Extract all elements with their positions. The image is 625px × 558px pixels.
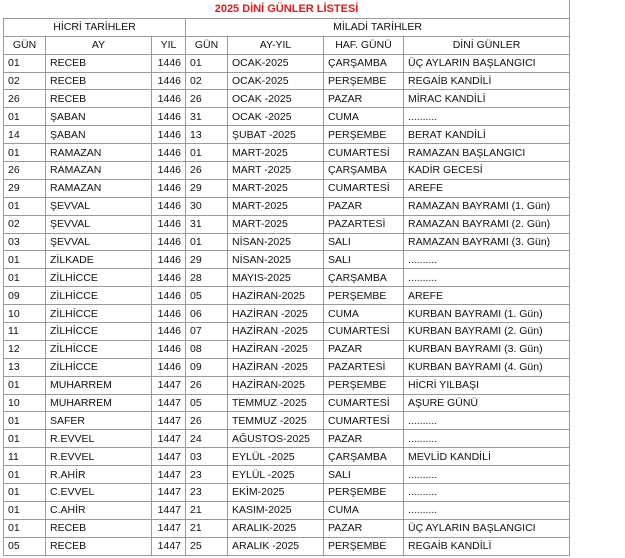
religious-day-cell: RAMAZAN BAYRAMI (3. Gün) bbox=[404, 233, 570, 251]
hijri-month-cell: ZİLHİCCE bbox=[46, 358, 152, 376]
hijri-day-cell: 01 bbox=[4, 376, 46, 394]
hijri-day-cell: 01 bbox=[4, 412, 46, 430]
weekday-cell: ÇARŞAMBA bbox=[324, 269, 404, 287]
gregorian-day-cell: 23 bbox=[186, 466, 228, 484]
religious-day-cell: REGAİB KANDİLİ bbox=[404, 72, 570, 90]
gregorian-day-cell: 23 bbox=[186, 484, 228, 502]
table-row bbox=[4, 358, 570, 376]
hijri-year-cell: 1446 bbox=[152, 144, 186, 162]
hijri-day-cell: 02 bbox=[4, 215, 46, 233]
religious-day-cell: .......... bbox=[404, 412, 570, 430]
religious-day-cell: BERAT KANDİLİ bbox=[404, 126, 570, 144]
hijri-year-cell: 1446 bbox=[152, 340, 186, 358]
gregorian-month-year-cell: HAZİRAN -2025 bbox=[228, 305, 324, 323]
hijri-day-cell: 01 bbox=[4, 430, 46, 448]
table-row bbox=[4, 376, 570, 394]
weekday-cell: ÇARŞAMBA bbox=[324, 162, 404, 180]
table-row bbox=[4, 72, 570, 90]
hijri-day-cell: 29 bbox=[4, 179, 46, 197]
hijri-year-cell: 1446 bbox=[152, 179, 186, 197]
religious-day-cell: ÜÇ AYLARIN BAŞLANGICI bbox=[404, 54, 570, 72]
weekday-cell: ÇARŞAMBA bbox=[324, 448, 404, 466]
hijri-month-cell: RECEB bbox=[46, 519, 152, 537]
hijri-month-cell: ZİLHİCCE bbox=[46, 305, 152, 323]
gregorian-month-year-cell: KASIM-2025 bbox=[228, 501, 324, 519]
gregorian-month-year-cell: HAZİRAN-2025 bbox=[228, 287, 324, 305]
hijri-year-cell: 1446 bbox=[152, 215, 186, 233]
hijri-group-header: HİCRİ TARİHLER bbox=[4, 18, 186, 36]
religious-day-cell: KURBAN BAYRAMI (3. Gün) bbox=[404, 340, 570, 358]
hijri-day-cell: 01 bbox=[4, 54, 46, 72]
hijri-year-cell: 1446 bbox=[152, 54, 186, 72]
hijri-month-cell: R.EVVEL bbox=[46, 430, 152, 448]
gregorian-month-year-cell: EYLÜL -2025 bbox=[228, 466, 324, 484]
religious-day-cell: AŞURE GÜNÜ bbox=[404, 394, 570, 412]
gregorian-month-year-cell: TEMMUZ -2025 bbox=[228, 412, 324, 430]
table-row bbox=[4, 162, 570, 180]
hijri-year-cell: 1446 bbox=[152, 162, 186, 180]
table-row bbox=[4, 269, 570, 287]
hijri-year-cell: 1447 bbox=[152, 448, 186, 466]
religious-day-cell: KURBAN BAYRAMI (1. Gün) bbox=[404, 305, 570, 323]
religious-day-cell: .......... bbox=[404, 466, 570, 484]
gregorian-month-year-cell: OCAK-2025 bbox=[228, 54, 324, 72]
table-row bbox=[4, 90, 570, 108]
hijri-month-cell: RAMAZAN bbox=[46, 162, 152, 180]
gregorian-day-cell: 31 bbox=[186, 108, 228, 126]
hijri-day-cell: 01 bbox=[4, 466, 46, 484]
gregorian-month-year-cell: TEMMUZ -2025 bbox=[228, 394, 324, 412]
gregorian-day-cell: 13 bbox=[186, 126, 228, 144]
weekday-cell: PAZARTESİ bbox=[324, 358, 404, 376]
hijri-month-cell: R.AHİR bbox=[46, 466, 152, 484]
weekday-cell: CUMARTESİ bbox=[324, 394, 404, 412]
religious-days-table bbox=[3, 0, 570, 556]
col-hijri-month: AY bbox=[46, 36, 152, 54]
gregorian-day-cell: 05 bbox=[186, 394, 228, 412]
col-religious-day: DİNİ GÜNLER bbox=[404, 36, 570, 54]
hijri-year-cell: 1446 bbox=[152, 323, 186, 341]
table-body bbox=[4, 54, 570, 555]
hijri-month-cell: ŞEVVAL bbox=[46, 233, 152, 251]
hijri-month-cell: RAMAZAN bbox=[46, 179, 152, 197]
hijri-year-cell: 1446 bbox=[152, 108, 186, 126]
col-gregorian-day: GÜN bbox=[186, 36, 228, 54]
gregorian-day-cell: 25 bbox=[186, 537, 228, 555]
hijri-day-cell: 02 bbox=[4, 72, 46, 90]
gregorian-month-year-cell: ARALIK -2025 bbox=[228, 537, 324, 555]
gregorian-day-cell: 28 bbox=[186, 269, 228, 287]
gregorian-day-cell: 01 bbox=[186, 233, 228, 251]
hijri-day-cell: 10 bbox=[4, 394, 46, 412]
hijri-month-cell: C.EVVEL bbox=[46, 484, 152, 502]
hijri-month-cell: C.AHİR bbox=[46, 501, 152, 519]
weekday-cell: PERŞEMBE bbox=[324, 126, 404, 144]
table-row bbox=[4, 287, 570, 305]
table-row bbox=[4, 126, 570, 144]
hijri-month-cell: ŞEVVAL bbox=[46, 197, 152, 215]
gregorian-day-cell: 02 bbox=[186, 72, 228, 90]
religious-day-cell: ÜÇ AYLARIN BAŞLANGICI bbox=[404, 519, 570, 537]
hijri-day-cell: 01 bbox=[4, 269, 46, 287]
gregorian-day-cell: 06 bbox=[186, 305, 228, 323]
hijri-month-cell: RECEB bbox=[46, 54, 152, 72]
table-row bbox=[4, 537, 570, 555]
hijri-day-cell: 01 bbox=[4, 519, 46, 537]
weekday-cell: CUMA bbox=[324, 305, 404, 323]
hijri-year-cell: 1447 bbox=[152, 394, 186, 412]
gregorian-day-cell: 05 bbox=[186, 287, 228, 305]
table-row bbox=[4, 144, 570, 162]
col-hijri-year: YIL bbox=[152, 36, 186, 54]
table-row bbox=[4, 501, 570, 519]
hijri-year-cell: 1446 bbox=[152, 305, 186, 323]
gregorian-day-cell: 21 bbox=[186, 501, 228, 519]
hijri-day-cell: 11 bbox=[4, 323, 46, 341]
weekday-cell: CUMA bbox=[324, 108, 404, 126]
gregorian-day-cell: 26 bbox=[186, 412, 228, 430]
gregorian-month-year-cell: MART-2025 bbox=[228, 179, 324, 197]
table-row bbox=[4, 484, 570, 502]
hijri-year-cell: 1447 bbox=[152, 430, 186, 448]
hijri-month-cell: ZİLHİCCE bbox=[46, 323, 152, 341]
weekday-cell: SALI bbox=[324, 233, 404, 251]
table-row bbox=[4, 251, 570, 269]
religious-day-cell: .......... bbox=[404, 484, 570, 502]
gregorian-day-cell: 31 bbox=[186, 215, 228, 233]
religious-day-cell: KURBAN BAYRAMI (4. Gün) bbox=[404, 358, 570, 376]
hijri-year-cell: 1446 bbox=[152, 126, 186, 144]
table-row bbox=[4, 233, 570, 251]
gregorian-month-year-cell: OCAK -2025 bbox=[228, 90, 324, 108]
hijri-year-cell: 1446 bbox=[152, 287, 186, 305]
hijri-day-cell: 01 bbox=[4, 484, 46, 502]
religious-day-cell: REGAİB KANDİLİ bbox=[404, 537, 570, 555]
hijri-year-cell: 1447 bbox=[152, 376, 186, 394]
hijri-day-cell: 26 bbox=[4, 90, 46, 108]
religious-day-cell: .......... bbox=[404, 108, 570, 126]
gregorian-month-year-cell: OCAK -2025 bbox=[228, 108, 324, 126]
hijri-year-cell: 1447 bbox=[152, 466, 186, 484]
weekday-cell: PAZAR bbox=[324, 197, 404, 215]
weekday-cell: CUMA bbox=[324, 501, 404, 519]
table-row bbox=[4, 466, 570, 484]
hijri-month-cell: RECEB bbox=[46, 90, 152, 108]
hijri-day-cell: 03 bbox=[4, 233, 46, 251]
gregorian-group-header: MİLADİ TARİHLER bbox=[186, 18, 570, 36]
hijri-year-cell: 1447 bbox=[152, 484, 186, 502]
gregorian-day-cell: 26 bbox=[186, 162, 228, 180]
weekday-cell: PERŞEMBE bbox=[324, 72, 404, 90]
table-row bbox=[4, 448, 570, 466]
table-row bbox=[4, 412, 570, 430]
weekday-cell: CUMARTESİ bbox=[324, 412, 404, 430]
hijri-month-cell: ZİLHİCCE bbox=[46, 287, 152, 305]
table-row bbox=[4, 430, 570, 448]
gregorian-day-cell: 07 bbox=[186, 323, 228, 341]
gregorian-day-cell: 26 bbox=[186, 90, 228, 108]
hijri-year-cell: 1446 bbox=[152, 233, 186, 251]
hijri-day-cell: 11 bbox=[4, 448, 46, 466]
hijri-year-cell: 1447 bbox=[152, 501, 186, 519]
gregorian-month-year-cell: OCAK-2025 bbox=[228, 72, 324, 90]
table-row bbox=[4, 305, 570, 323]
religious-day-cell: .......... bbox=[404, 251, 570, 269]
gregorian-day-cell: 29 bbox=[186, 179, 228, 197]
gregorian-day-cell: 08 bbox=[186, 340, 228, 358]
hijri-day-cell: 14 bbox=[4, 126, 46, 144]
religious-day-cell: MEVLİD KANDİLİ bbox=[404, 448, 570, 466]
religious-day-cell: AREFE bbox=[404, 287, 570, 305]
religious-day-cell: RAMAZAN BAYRAMI (1. Gün) bbox=[404, 197, 570, 215]
hijri-day-cell: 01 bbox=[4, 108, 46, 126]
religious-day-cell: KADİR GECESİ bbox=[404, 162, 570, 180]
religious-day-cell: RAMAZAN BAYRAMI (2. Gün) bbox=[404, 215, 570, 233]
gregorian-day-cell: 21 bbox=[186, 519, 228, 537]
table-row bbox=[4, 108, 570, 126]
gregorian-month-year-cell: HAZİRAN -2025 bbox=[228, 358, 324, 376]
table-row bbox=[4, 519, 570, 537]
hijri-day-cell: 01 bbox=[4, 251, 46, 269]
hijri-month-cell: SAFER bbox=[46, 412, 152, 430]
hijri-day-cell: 12 bbox=[4, 340, 46, 358]
gregorian-month-year-cell: MART-2025 bbox=[228, 215, 324, 233]
hijri-month-cell: MUHARREM bbox=[46, 394, 152, 412]
hijri-year-cell: 1446 bbox=[152, 90, 186, 108]
hijri-day-cell: 01 bbox=[4, 144, 46, 162]
hijri-day-cell: 09 bbox=[4, 287, 46, 305]
hijri-year-cell: 1446 bbox=[152, 358, 186, 376]
religious-day-cell: AREFE bbox=[404, 179, 570, 197]
gregorian-day-cell: 29 bbox=[186, 251, 228, 269]
hijri-month-cell: ZİLHİCCE bbox=[46, 340, 152, 358]
weekday-cell: PERŞEMBE bbox=[324, 484, 404, 502]
religious-day-cell: KURBAN BAYRAMI (2. Gün) bbox=[404, 323, 570, 341]
weekday-cell: PERŞEMBE bbox=[324, 537, 404, 555]
gregorian-month-year-cell: EYLÜL -2025 bbox=[228, 448, 324, 466]
religious-day-cell: HİCRİ YILBAŞI bbox=[404, 376, 570, 394]
table-row bbox=[4, 340, 570, 358]
hijri-year-cell: 1447 bbox=[152, 412, 186, 430]
gregorian-day-cell: 01 bbox=[186, 54, 228, 72]
hijri-day-cell: 13 bbox=[4, 358, 46, 376]
religious-day-cell: .......... bbox=[404, 269, 570, 287]
hijri-month-cell: MUHARREM bbox=[46, 376, 152, 394]
gregorian-month-year-cell: AĞUSTOS-2025 bbox=[228, 430, 324, 448]
religious-day-cell: RAMAZAN BAŞLANGICI bbox=[404, 144, 570, 162]
table-row bbox=[4, 179, 570, 197]
hijri-day-cell: 10 bbox=[4, 305, 46, 323]
table-row bbox=[4, 54, 570, 72]
hijri-year-cell: 1446 bbox=[152, 197, 186, 215]
weekday-cell: CUMARTESİ bbox=[324, 144, 404, 162]
gregorian-month-year-cell: MART-2025 bbox=[228, 144, 324, 162]
hijri-month-cell: RECEB bbox=[46, 537, 152, 555]
gregorian-month-year-cell: HAZİRAN-2025 bbox=[228, 376, 324, 394]
gregorian-month-year-cell: ARALIK-2025 bbox=[228, 519, 324, 537]
page-title: 2025 DİNİ GÜNLER LİSTESİ bbox=[4, 1, 570, 19]
hijri-day-cell: 01 bbox=[4, 501, 46, 519]
col-gregorian-month-year: AY-YIL bbox=[228, 36, 324, 54]
weekday-cell: ÇARŞAMBA bbox=[324, 54, 404, 72]
gregorian-month-year-cell: HAZİRAN -2025 bbox=[228, 340, 324, 358]
hijri-year-cell: 1446 bbox=[152, 269, 186, 287]
col-hijri-day: GÜN bbox=[4, 36, 46, 54]
col-weekday: HAF. GÜNÜ bbox=[324, 36, 404, 54]
gregorian-month-year-cell: ŞUBAT -2025 bbox=[228, 126, 324, 144]
gregorian-month-year-cell: MAYIS-2025 bbox=[228, 269, 324, 287]
weekday-cell: CUMARTESİ bbox=[324, 179, 404, 197]
hijri-month-cell: ZİLKADE bbox=[46, 251, 152, 269]
weekday-cell: PAZARTESİ bbox=[324, 215, 404, 233]
gregorian-month-year-cell: NİSAN-2025 bbox=[228, 233, 324, 251]
gregorian-month-year-cell: HAZİRAN -2025 bbox=[228, 323, 324, 341]
gregorian-day-cell: 30 bbox=[186, 197, 228, 215]
weekday-cell: PAZAR bbox=[324, 430, 404, 448]
gregorian-month-year-cell: NİSAN-2025 bbox=[228, 251, 324, 269]
gregorian-day-cell: 26 bbox=[186, 376, 228, 394]
weekday-cell: PAZAR bbox=[324, 519, 404, 537]
hijri-month-cell: ŞABAN bbox=[46, 108, 152, 126]
table-row bbox=[4, 323, 570, 341]
weekday-cell: SALI bbox=[324, 251, 404, 269]
hijri-month-cell: ŞABAN bbox=[46, 126, 152, 144]
gregorian-day-cell: 01 bbox=[186, 144, 228, 162]
hijri-day-cell: 05 bbox=[4, 537, 46, 555]
table-row bbox=[4, 215, 570, 233]
hijri-month-cell: R.EVVEL bbox=[46, 448, 152, 466]
religious-day-cell: .......... bbox=[404, 501, 570, 519]
hijri-month-cell: ŞEVVAL bbox=[46, 215, 152, 233]
religious-day-cell: .......... bbox=[404, 430, 570, 448]
hijri-month-cell: ZİLHİCCE bbox=[46, 269, 152, 287]
gregorian-month-year-cell: MART-2025 bbox=[228, 197, 324, 215]
weekday-cell: PAZAR bbox=[324, 90, 404, 108]
gregorian-month-year-cell: MART -2025 bbox=[228, 162, 324, 180]
weekday-cell: PERŞEMBE bbox=[324, 376, 404, 394]
weekday-cell: PERŞEMBE bbox=[324, 287, 404, 305]
religious-day-cell: MİRAC KANDİLİ bbox=[404, 90, 570, 108]
gregorian-day-cell: 03 bbox=[186, 448, 228, 466]
hijri-day-cell: 26 bbox=[4, 162, 46, 180]
hijri-day-cell: 01 bbox=[4, 197, 46, 215]
table-row bbox=[4, 394, 570, 412]
gregorian-day-cell: 09 bbox=[186, 358, 228, 376]
weekday-cell: CUMARTESİ bbox=[324, 323, 404, 341]
hijri-month-cell: RECEB bbox=[46, 72, 152, 90]
hijri-year-cell: 1447 bbox=[152, 519, 186, 537]
hijri-year-cell: 1447 bbox=[152, 537, 186, 555]
gregorian-month-year-cell: EKİM-2025 bbox=[228, 484, 324, 502]
hijri-year-cell: 1446 bbox=[152, 72, 186, 90]
weekday-cell: SALI bbox=[324, 466, 404, 484]
table-row bbox=[4, 197, 570, 215]
hijri-year-cell: 1446 bbox=[152, 251, 186, 269]
gregorian-day-cell: 24 bbox=[186, 430, 228, 448]
hijri-month-cell: RAMAZAN bbox=[46, 144, 152, 162]
weekday-cell: PAZAR bbox=[324, 340, 404, 358]
